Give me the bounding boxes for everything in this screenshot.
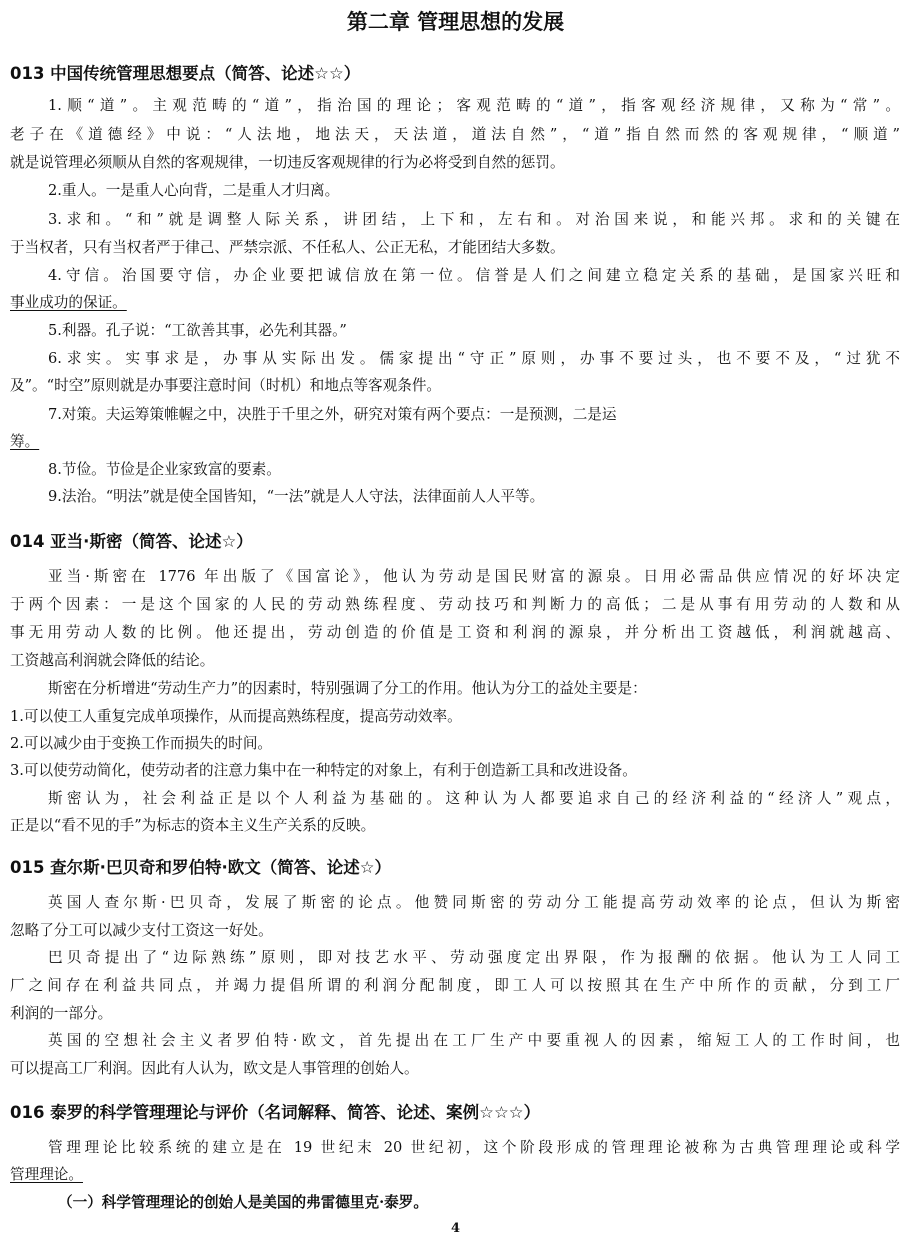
numbered-item: 2.可以减少由于变换工作而损失的时间。 [10,735,273,752]
section-heading-015: 015 查尔斯·巴贝奇和罗伯特·欧文（简答、论述☆） [10,858,392,877]
text-line: 英国的空想社会主义者罗伯特·欧文，首先提出在工厂生产中要重视人的因素，缩短工人的工作时间，也 [48,1032,900,1049]
text-line: 5.利器。孔子说：“工欲善其事，必先利其器。” [48,322,347,339]
text-line: 9.法治。“明法”就是使全国皆知，“一法”就是人人守法，法律面前人人平等。 [48,488,545,505]
text-line: 及”。“时空”原则就是办事要注意时间（时机）和地点等客观条件。 [10,377,442,394]
text-line: 厂之间存在利益共同点，并竭力提倡所谓的利润分配制度，即工人可以按照其在生产中所作的贡献，分到工厂 [10,977,900,994]
numbered-item: 3.可以使劳动简化，使劳动者的注意力集中在一种特定的对象上，有利于创造新工具和改进设备。 [10,762,637,779]
text-line: 2.重人。一是重人心向背，二是重人才归离。 [48,182,340,199]
numbered-item: 1.可以使工人重复完成单项操作，从而提高熟练程度，提高劳动效率。 [10,708,462,725]
text-line: 老子在《道德经》中说：“人法地，地法天，天法道，道法自然”，“道”指自然而然的客观规律，“顺道” [10,126,900,143]
text-line: 事无用劳动人数的比例。他还提出，劳动创造的价值是工资和利润的源泉，并分析出工资越低，利润就越高、 [10,624,900,641]
text-line: 亚当·斯密在 1776 年出版了《国富论》，他认为劳动是国民财富的源泉。日用必需品供应情况的好坏决定 [48,568,900,585]
text-line: 7.对策。夫运筹策帷幄之中，决胜于千里之外，研究对策有两个要点：一是预测，二是运 [48,406,617,423]
text-line: 筹。 [10,433,40,450]
chapter-title: 第二章 管理思想的发展 [346,10,565,34]
text-line: 6.求实。实事求是，办事从实际出发。儒家提出“守正”原则，办事不要过头，也不要不及，“过犹不 [48,350,900,367]
text-line: 巴贝奇提出了“边际熟练”原则，即对技艺水平、劳动强度定出界限，作为报酬的依据。他认为工人同工 [48,949,900,966]
text-line: 3.求和。“和”就是调整人际关系，讲团结，上下和，左右和。对治国来说，和能兴邦。求和的关键在 [48,211,900,228]
section-heading-013: 013 中国传统管理思想要点（简答、论述☆☆） [10,64,361,83]
section-heading-014: 014 亚当·斯密（简答、论述☆） [10,532,253,551]
text-line: 英国人查尔斯·巴贝奇，发展了斯密的论点。他赞同斯密的劳动分工能提高劳动效率的论点，但认为斯密 [48,894,900,911]
text-line: 4.守信。治国要守信，办企业要把诚信放在第一位。信誉是人们之间建立稳定关系的基础，是国家兴旺和 [48,267,900,284]
page-number: 4 [450,1221,461,1236]
text-line: 管理理论比较系统的建立是在 19 世纪末 20 世纪初，这个阶段形成的管理理论被称为古典管理理论或科学 [48,1139,900,1156]
text-line: 1.顺“道”。主观范畴的“道”，指治国的理论；客观范畴的“道”，指客观经济规律，又称为“常”。 [48,97,900,114]
text-line: 管理理论。 [10,1166,83,1183]
text-line: 事业成功的保证。 [10,294,127,311]
text-line: 忽略了分工可以减少支付工资这一好处。 [10,922,273,939]
text-line: 就是说管理必须顺从自然的客观规律，一切违反客观规律的行为必将受到自然的惩罚。 [10,154,565,171]
text-line: 于当权者，只有当权者严于律己、严禁宗派、不任私人、公正无私，才能团结大多数。 [10,239,565,256]
section-heading-016: 016 泰罗的科学管理理论与评价（名词解释、简答、论述、案例☆☆☆） [10,1103,541,1122]
text-line: 8.节俭。节俭是企业家致富的要素。 [48,461,281,478]
text-line: 正是以“看不见的手”为标志的资本主义生产关系的反映。 [10,817,376,834]
text-line: 斯密认为，社会利益正是以个人利益为基础的。这种认为人都要追求自己的经济利益的“经济人”观点， [48,790,900,807]
text-line: 利润的一部分。 [10,1005,113,1022]
text-line: 于两个因素：一是这个国家的人民的劳动熟练程度、劳动技巧和判断力的高低；二是从事有用劳动的人数和从 [10,596,900,613]
text-line: 可以提高工厂利润。因此有人认为，欧文是人事管理的创始人。 [10,1060,419,1077]
text-line: 斯密在分析增进“劳动生产力”的因素时，特别强调了分工的作用。他认为分工的益处主要是： [48,680,647,697]
text-line: 工资越高利润就会降低的结论。 [10,652,215,669]
subheading-line: （一）科学管理理论的创始人是美国的弗雷德里克·泰罗。 [58,1194,428,1211]
